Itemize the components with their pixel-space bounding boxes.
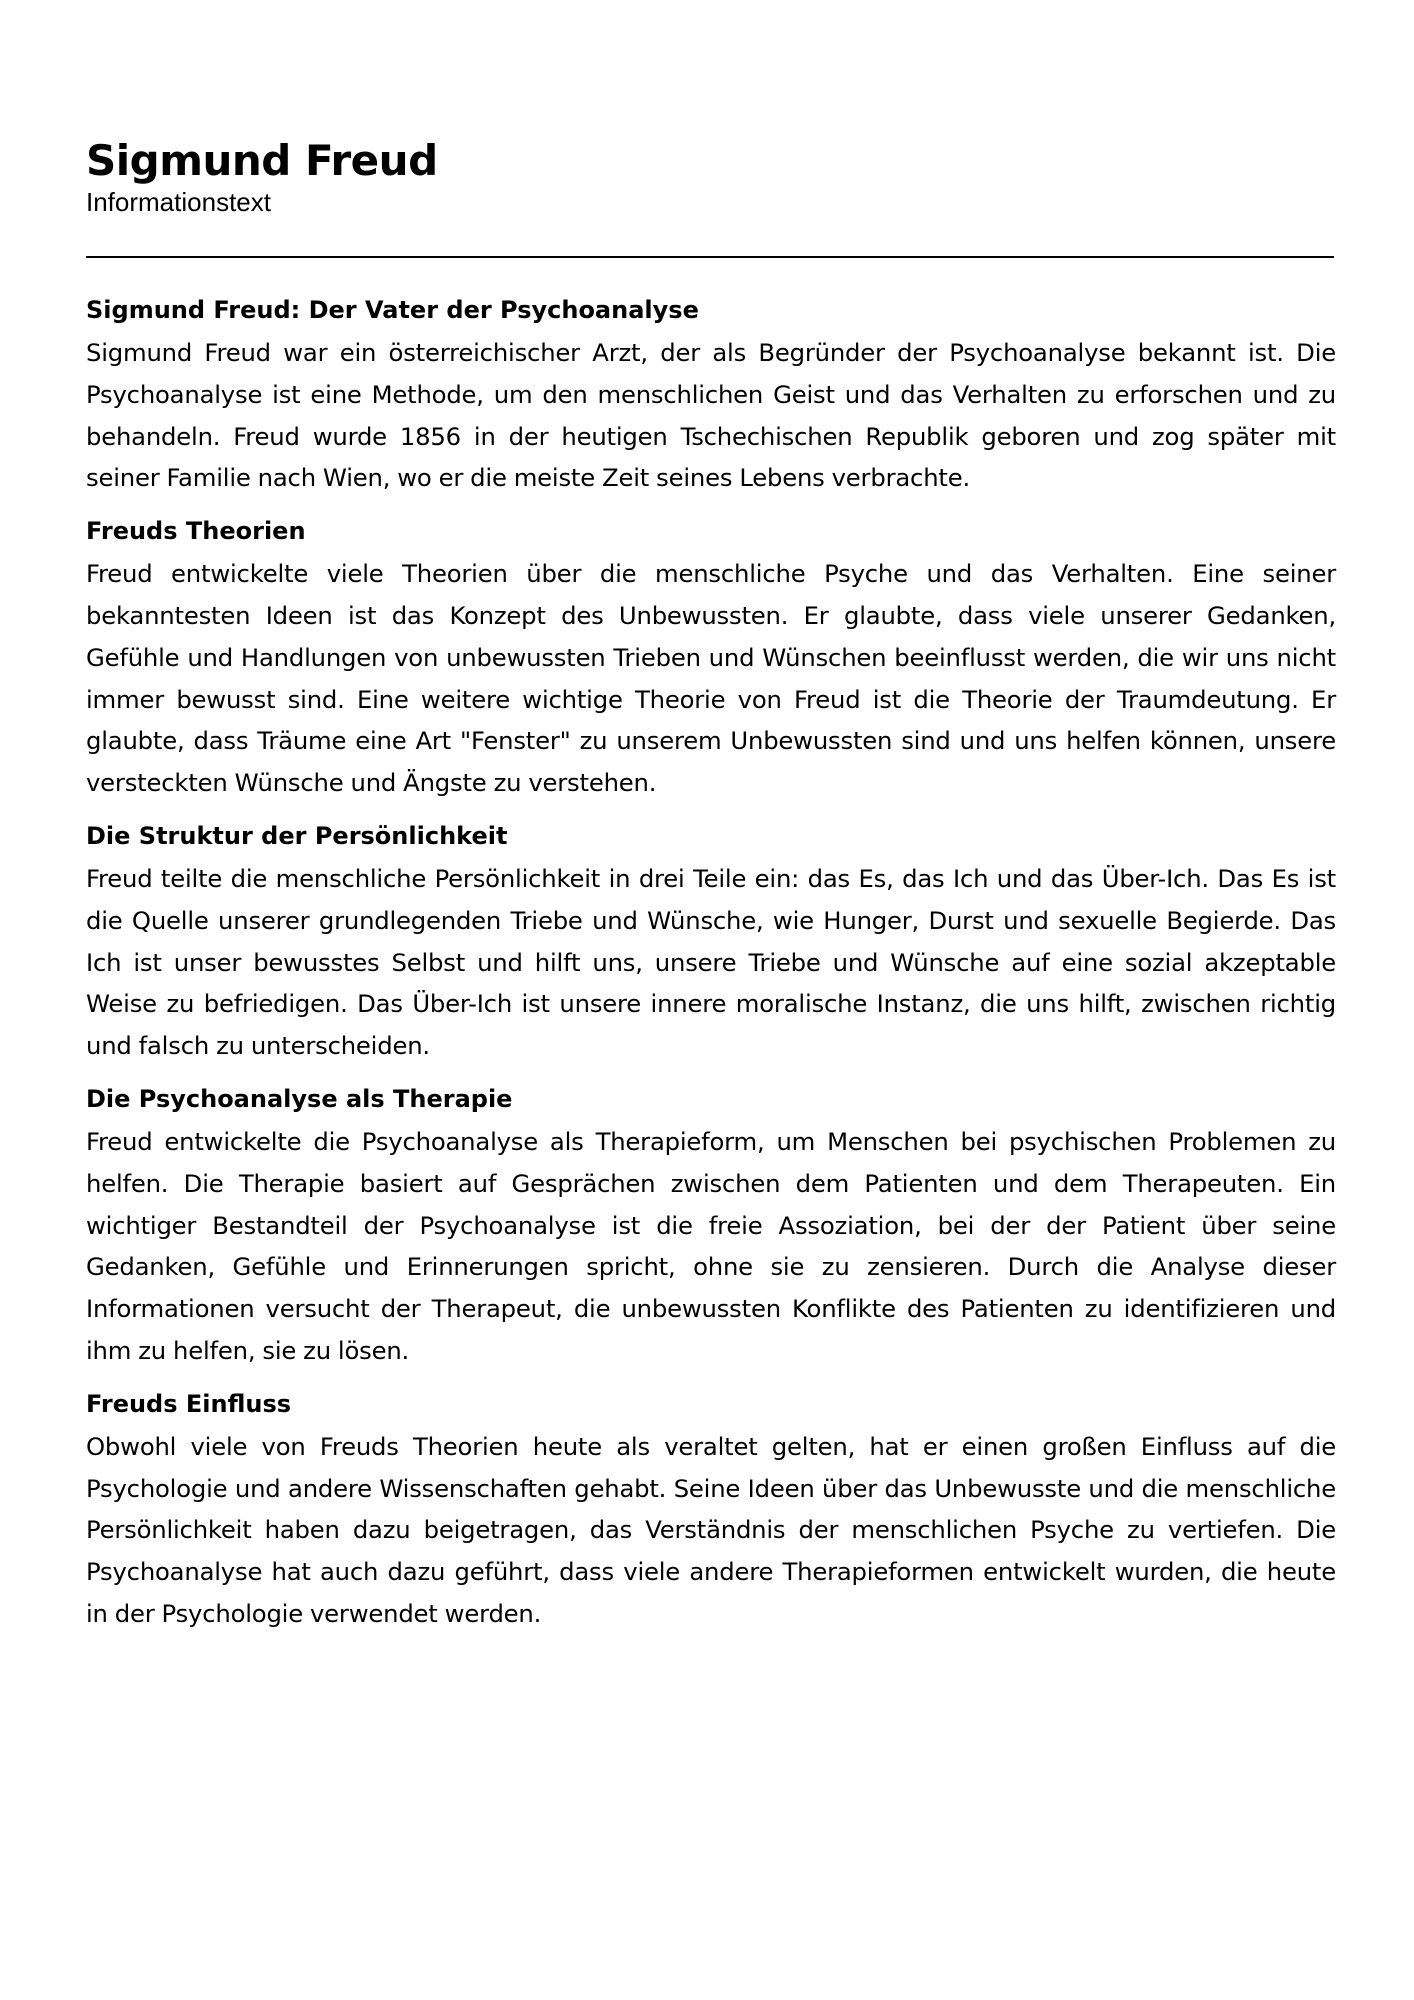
- section-heading: Freuds Einfluss: [86, 1389, 292, 1418]
- section-body: Freud entwickelte die Psychoanalyse als Therapieform, um Menschen bei psychischen Problemen zu helfen. Die Therapie basiert auf Gesprächen zwischen dem Patienten und dem Therapeuten. Ein wichtiger Bestandteil der Psychoanalyse ist die freie Assoziation, bei der der Patient über seine Gedanken, Gefühle und Erinnerungen spricht, ohne sie zu zensieren. Durch die Analyse dieser Informationen versucht der Therapeut, die unbewussten Konflikte des Patienten zu identifizieren und ihm zu helfen, sie zu lösen.: [86, 1126, 1336, 1365]
- document-page: [86, 136, 1336, 1651]
- section-struktur-der-persoenlichkeit: [86, 820, 1336, 1067]
- section-heading: Die Psychoanalyse als Therapie: [86, 1084, 513, 1113]
- header-divider: [86, 256, 1334, 258]
- section-freuds-einfluss: [86, 1388, 1336, 1635]
- page-subtitle: Informationstext: [86, 187, 271, 217]
- section-heading: Sigmund Freud: Der Vater der Psychoanalyse: [86, 296, 699, 324]
- page-title: Sigmund Freud: [86, 136, 438, 185]
- section-vater-der-psychoanalyse: [86, 294, 1336, 499]
- section-body: Obwohl viele von Freuds Theorien heute als veraltet gelten, hat er einen großen Einfluss auf die Psychologie und andere Wissenschaften gehabt. Seine Ideen über das Unbewusste und die menschliche Persönlichkeit haben dazu beigetragen, das Verständnis der menschlichen Psyche zu vertiefen. Die Psychoanalyse hat auch dazu geführt, dass viele andere Therapieformen entwickelt wurden, die heute in der Psychologie verwendet werden.: [86, 1431, 1336, 1628]
- section-body: Freud teilte die menschliche Persönlichkeit in drei Teile ein: das Es, das Ich und das Über-Ich. Das Es ist die Quelle unserer grundlegenden Triebe und Wünsche, wie Hunger, Durst und sexuelle Begierde. Das Ich ist unser bewusstes Selbst und hilft uns, unsere Triebe und Wünsche auf eine sozial akzeptable Weise zu befriedigen. Das Über-Ich ist unsere innere moralische Instanz, die uns hilft, zwischen richtig und falsch zu unterscheiden.: [86, 863, 1336, 1061]
- section-psychoanalyse-als-therapie: [86, 1083, 1336, 1372]
- section-body: Freud entwickelte viele Theorien über die menschliche Psyche und das Verhalten. Eine seiner bekanntesten Ideen ist das Konzept des Unbewussten. Er glaubte, dass viele unserer Gedanken, Gefühle und Handlungen von unbewussten Trieben und Wünschen beeinflusst werden, die wir uns nicht immer bewusst sind. Eine weitere wichtige Theorie von Freud ist die Theorie der Traumdeutung. Er glaubte, dass Träume eine Art "Fenster" zu unserem Unbewussten sind und uns helfen können, unsere versteckten Wünsche und Ängste zu verstehen.: [86, 559, 1336, 798]
- section-heading: Die Struktur der Persönlichkeit: [86, 821, 508, 850]
- section-heading: Freuds Theorien: [86, 517, 306, 546]
- section-freuds-theorien: [86, 515, 1336, 804]
- section-body: Sigmund Freud war ein österreichischer Arzt, der als Begründer der Psychoanalyse bekannt ist. Die Psychoanalyse ist eine Methode, um den menschlichen Geist und das Verhalten zu erforschen und zu behandeln. Freud wurde 1856 in der heutigen Tschechischen Republik geboren und zog später mit seiner Familie nach Wien, wo er die meiste Zeit seines Lebens verbrachte.: [86, 338, 1336, 493]
